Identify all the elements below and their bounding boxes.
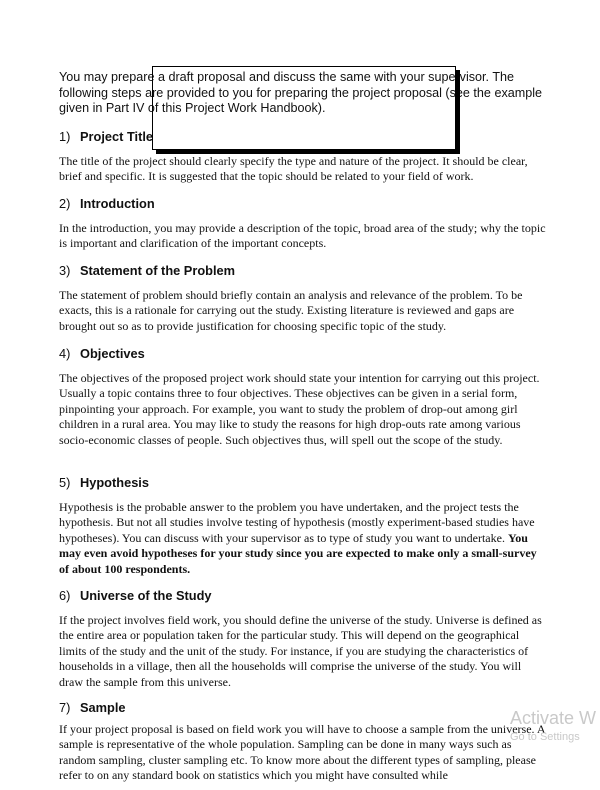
section-number: 6) <box>59 588 71 603</box>
section-heading-universe <box>59 588 212 603</box>
section-text-universe: If the project involves field work, you should define the universe of the study. Universe is defined as the entire area or population taken for the particular study. This will depend on the geographical limits of the study and the unit of the study. For instance, if you are studying the characteristics of households in a village, then all the households will comprise the universe of the study. You will draw the sample from this universe. <box>59 613 542 689</box>
section-heading-sample <box>59 700 126 715</box>
section-text-sample: If your project proposal is based on field work you will have to choose a sample from the universe. A sample is representative of the whole population. Sampling can be done in many ways such as random sampling, cluster sampling etc. To know more about the different types of sampling, please refer to on any standard book on statistics which you might have consulted while <box>59 722 545 783</box>
watermark-line-2: Go to Settings <box>510 731 580 743</box>
section-title: Hypothesis <box>80 475 149 490</box>
section-heading-hypothesis <box>59 475 149 490</box>
section-title: Project Title <box>80 129 154 144</box>
section-number: 1) <box>59 129 71 144</box>
section-title: Objectives <box>80 346 145 361</box>
section-text-statement-of-problem: The statement of problem should briefly contain an analysis and relevance of the problem. To be exacts, this is a rationale for carrying out the study. Existing literature is reviewed and gaps are brought out so as to provide justification for choosing specific topic of the study. <box>59 288 523 333</box>
section-heading-introduction <box>59 196 155 211</box>
section-number: 5) <box>59 475 71 490</box>
section-text-project-title: The title of the project should clearly specify the type and nature of the project. It should be clear, brief and specific. It is suggested that the topic should be related to your field of work. <box>59 154 528 184</box>
section-text-hypothesis <box>59 500 547 577</box>
section-title: Introduction <box>80 196 155 211</box>
intro-paragraph: You may prepare a draft proposal and discuss the same with your supervisor. The following steps are provided to you for preparing the project proposal (see the example given in Part IV of this Project Work Handbook). <box>59 70 543 116</box>
section-number: 7) <box>59 700 71 715</box>
activation-watermark <box>510 708 596 743</box>
watermark-line-1: Activate W <box>510 708 597 728</box>
section-heading-project-title <box>59 129 153 144</box>
section-text-objectives: The objectives of the proposed project work should state your intention for carrying out this project. Usually a topic contains three to four objectives. These objectives can be given in a serial form, pinpointing your approach. For example, you want to study the problem of drop-out among girl children in a rural area. You may like to study the reasons for high drop-outs rate among various socio-economic classes of people. Such objectives thus, will spell out the scope of the study. <box>59 371 540 447</box>
section-title: Statement of the Problem <box>80 263 236 278</box>
section-number: 3) <box>59 263 71 278</box>
section-number: 2) <box>59 196 71 211</box>
hypothesis-text: Hypothesis is the probable answer to the problem you have undertaken, and the project tests the hypothesis. But not all studies involve testing of hypothesis (mostly experiment-based studies have hypotheses). You can discuss with your supervisor as to type of study you want to undertake. <box>59 500 535 545</box>
section-text-introduction: In the introduction, you may provide a description of the topic, broad area of the study; why the topic is important and clarification of the important concepts. <box>59 221 546 251</box>
section-number: 4) <box>59 346 71 361</box>
hypothesis-bold-note: You may even avoid hypotheses for your study since you are expected to make only a small-survey of about 100 respondents. <box>59 530 537 576</box>
section-heading-objectives <box>59 346 145 361</box>
overlay-rectangle[interactable] <box>152 66 456 150</box>
section-heading-statement-of-problem <box>59 263 235 278</box>
section-title: Sample <box>80 700 126 715</box>
section-title: Universe of the Study <box>80 588 212 603</box>
